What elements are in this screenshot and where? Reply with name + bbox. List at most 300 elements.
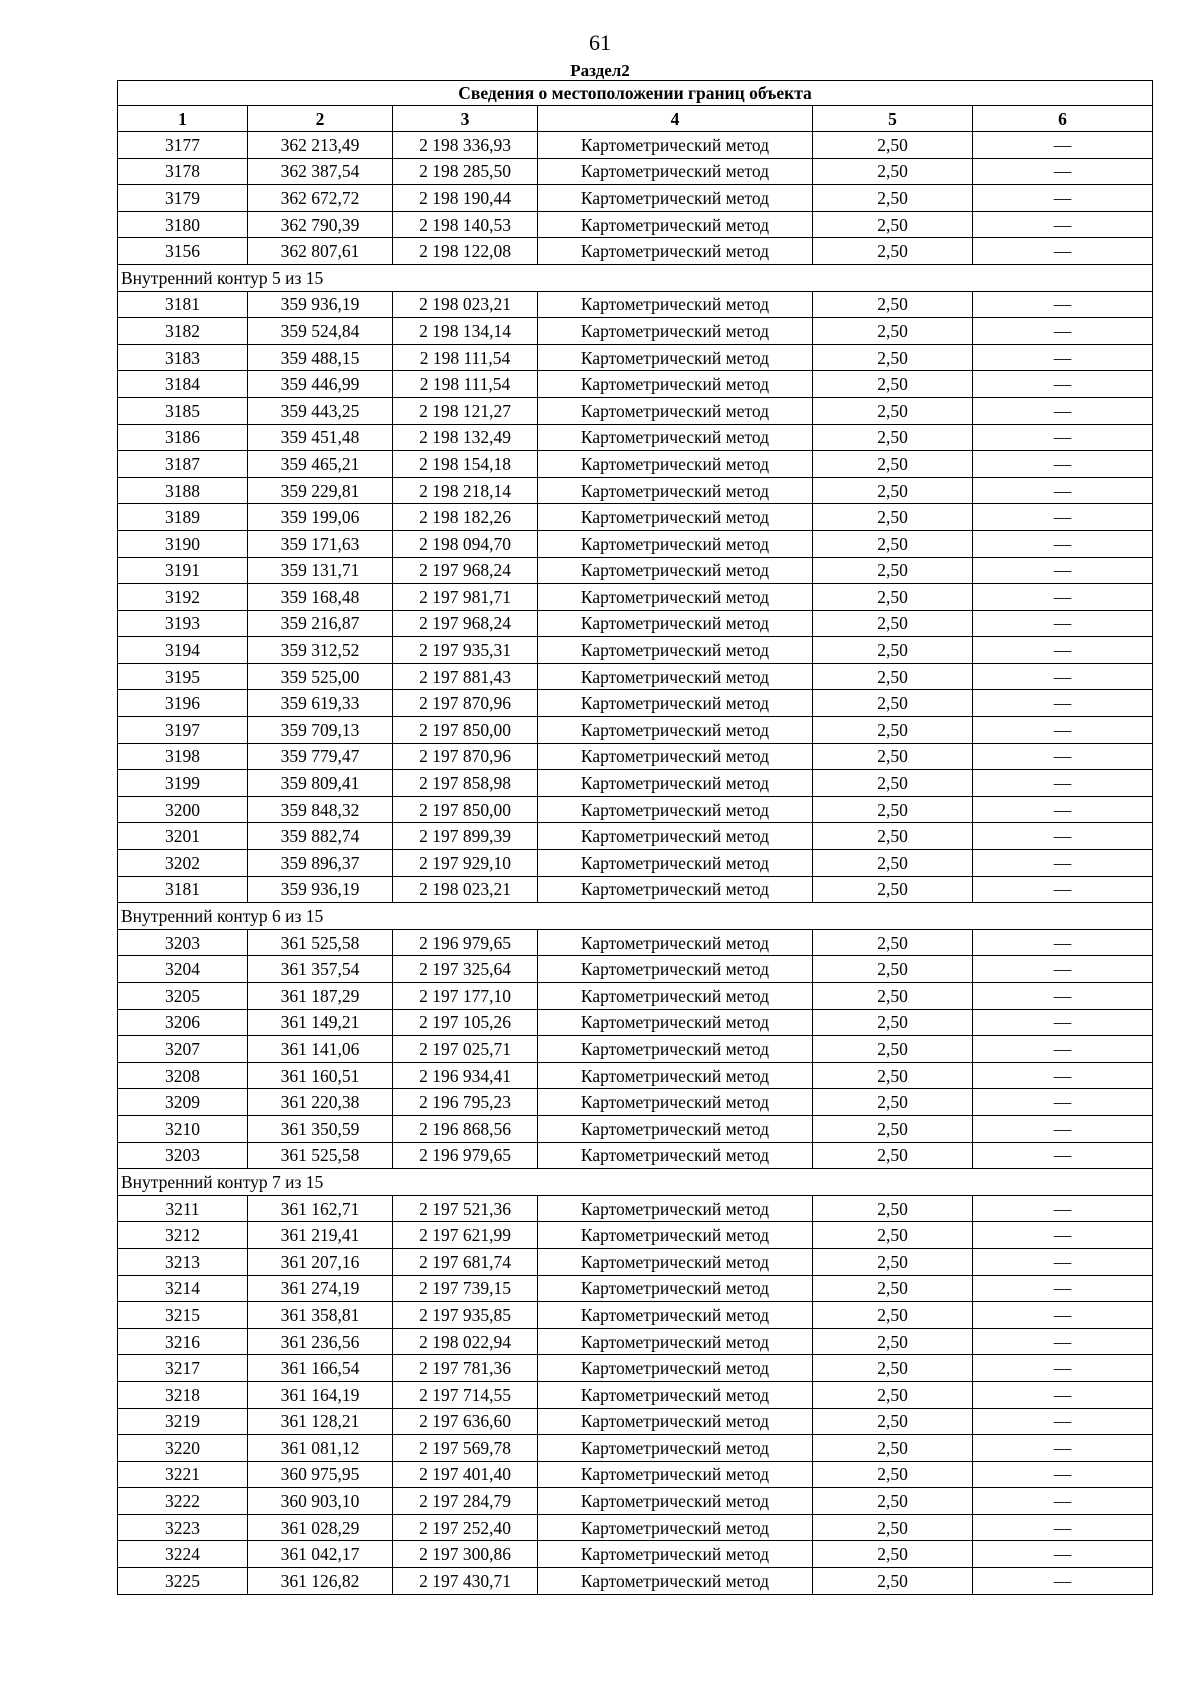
x-coordinate-cell: 359 936,19 xyxy=(248,291,393,318)
y-coordinate-cell: 2 198 336,93 xyxy=(393,132,538,159)
table-caption-row xyxy=(118,81,1153,106)
method-cell: Картометрический метод xyxy=(538,1248,813,1275)
description-cell: — xyxy=(973,1328,1153,1355)
table-row xyxy=(118,1355,1153,1382)
method-cell: Картометрический метод xyxy=(538,1514,813,1541)
y-coordinate-cell: 2 196 868,56 xyxy=(393,1115,538,1142)
y-coordinate-cell: 2 198 154,18 xyxy=(393,451,538,478)
table-row xyxy=(118,318,1153,345)
accuracy-cell: 2,50 xyxy=(813,1435,973,1462)
column-number: 5 xyxy=(813,106,973,132)
description-cell: — xyxy=(973,956,1153,983)
accuracy-cell: 2,50 xyxy=(813,690,973,717)
accuracy-cell: 2,50 xyxy=(813,663,973,690)
table-row xyxy=(118,929,1153,956)
description-cell: — xyxy=(973,158,1153,185)
point-number-cell: 3224 xyxy=(118,1541,248,1568)
table-row xyxy=(118,1541,1153,1568)
point-number-cell: 3182 xyxy=(118,318,248,345)
table-row xyxy=(118,823,1153,850)
y-coordinate-cell: 2 197 636,60 xyxy=(393,1408,538,1435)
point-number-cell: 3216 xyxy=(118,1328,248,1355)
accuracy-cell: 2,50 xyxy=(813,158,973,185)
y-coordinate-cell: 2 197 739,15 xyxy=(393,1275,538,1302)
method-cell: Картометрический метод xyxy=(538,530,813,557)
table-row xyxy=(118,1568,1153,1595)
y-coordinate-cell: 2 198 132,49 xyxy=(393,424,538,451)
accuracy-cell: 2,50 xyxy=(813,185,973,212)
description-cell: — xyxy=(973,1461,1153,1488)
description-cell: — xyxy=(973,1142,1153,1169)
y-coordinate-cell: 2 197 621,99 xyxy=(393,1222,538,1249)
method-cell: Картометрический метод xyxy=(538,876,813,903)
table-row xyxy=(118,238,1153,265)
accuracy-cell: 2,50 xyxy=(813,770,973,797)
accuracy-cell: 2,50 xyxy=(813,1568,973,1595)
x-coordinate-cell: 362 807,61 xyxy=(248,238,393,265)
accuracy-cell: 2,50 xyxy=(813,1062,973,1089)
x-coordinate-cell: 359 848,32 xyxy=(248,796,393,823)
contour-group-label: Внутренний контур 6 из 15 xyxy=(118,903,1153,930)
point-number-cell: 3207 xyxy=(118,1036,248,1063)
x-coordinate-cell: 359 619,33 xyxy=(248,690,393,717)
description-cell: — xyxy=(973,238,1153,265)
y-coordinate-cell: 2 196 979,65 xyxy=(393,929,538,956)
accuracy-cell: 2,50 xyxy=(813,1355,973,1382)
method-cell: Картометрический метод xyxy=(538,1036,813,1063)
point-number-cell: 3197 xyxy=(118,717,248,744)
point-number-cell: 3223 xyxy=(118,1514,248,1541)
y-coordinate-cell: 2 197 850,00 xyxy=(393,796,538,823)
y-coordinate-cell: 2 196 795,23 xyxy=(393,1089,538,1116)
x-coordinate-cell: 361 042,17 xyxy=(248,1541,393,1568)
method-cell: Картометрический метод xyxy=(538,796,813,823)
table-row xyxy=(118,610,1153,637)
description-cell: — xyxy=(973,424,1153,451)
accuracy-cell: 2,50 xyxy=(813,1142,973,1169)
point-number-cell: 3203 xyxy=(118,929,248,956)
table-row xyxy=(118,1381,1153,1408)
accuracy-cell: 2,50 xyxy=(813,1009,973,1036)
table-row xyxy=(118,1009,1153,1036)
column-number: 1 xyxy=(118,106,248,132)
table-row xyxy=(118,1195,1153,1222)
method-cell: Картометрический метод xyxy=(538,397,813,424)
accuracy-cell: 2,50 xyxy=(813,929,973,956)
point-number-cell: 3194 xyxy=(118,637,248,664)
x-coordinate-cell: 361 187,29 xyxy=(248,983,393,1010)
table-row xyxy=(118,637,1153,664)
method-cell: Картометрический метод xyxy=(538,743,813,770)
point-number-cell: 3180 xyxy=(118,211,248,238)
method-cell: Картометрический метод xyxy=(538,371,813,398)
point-number-cell: 3190 xyxy=(118,530,248,557)
accuracy-cell: 2,50 xyxy=(813,451,973,478)
point-number-cell: 3208 xyxy=(118,1062,248,1089)
y-coordinate-cell: 2 198 134,14 xyxy=(393,318,538,345)
method-cell: Картометрический метод xyxy=(538,132,813,159)
table-row xyxy=(118,690,1153,717)
y-coordinate-cell: 2 197 968,24 xyxy=(393,610,538,637)
point-number-cell: 3211 xyxy=(118,1195,248,1222)
accuracy-cell: 2,50 xyxy=(813,610,973,637)
table-row xyxy=(118,158,1153,185)
table-row xyxy=(118,663,1153,690)
point-number-cell: 3209 xyxy=(118,1089,248,1116)
accuracy-cell: 2,50 xyxy=(813,477,973,504)
accuracy-cell: 2,50 xyxy=(813,1089,973,1116)
method-cell: Картометрический метод xyxy=(538,1115,813,1142)
point-number-cell: 3196 xyxy=(118,690,248,717)
method-cell: Картометрический метод xyxy=(538,1009,813,1036)
description-cell: — xyxy=(973,1381,1153,1408)
table-row xyxy=(118,424,1153,451)
accuracy-cell: 2,50 xyxy=(813,1461,973,1488)
table-row xyxy=(118,477,1153,504)
x-coordinate-cell: 359 779,47 xyxy=(248,743,393,770)
y-coordinate-cell: 2 197 714,55 xyxy=(393,1381,538,1408)
method-cell: Картометрический метод xyxy=(538,557,813,584)
x-coordinate-cell: 361 141,06 xyxy=(248,1036,393,1063)
description-cell: — xyxy=(973,1541,1153,1568)
y-coordinate-cell: 2 198 111,54 xyxy=(393,344,538,371)
page-number: 61 xyxy=(589,30,611,55)
point-number-cell: 3187 xyxy=(118,451,248,478)
description-cell: — xyxy=(973,717,1153,744)
accuracy-cell: 2,50 xyxy=(813,1222,973,1249)
x-coordinate-cell: 361 126,82 xyxy=(248,1568,393,1595)
y-coordinate-cell: 2 197 981,71 xyxy=(393,584,538,611)
point-number-cell: 3204 xyxy=(118,956,248,983)
method-cell: Картометрический метод xyxy=(538,1062,813,1089)
table-row xyxy=(118,743,1153,770)
point-number-cell: 3181 xyxy=(118,876,248,903)
x-coordinate-cell: 361 160,51 xyxy=(248,1062,393,1089)
point-number-cell: 3210 xyxy=(118,1115,248,1142)
x-coordinate-cell: 359 216,87 xyxy=(248,610,393,637)
description-cell: — xyxy=(973,1514,1153,1541)
description-cell: — xyxy=(973,1036,1153,1063)
description-cell: — xyxy=(973,1009,1153,1036)
method-cell: Картометрический метод xyxy=(538,1541,813,1568)
table-row xyxy=(118,557,1153,584)
table-row xyxy=(118,1435,1153,1462)
method-cell: Картометрический метод xyxy=(538,185,813,212)
method-cell: Картометрический метод xyxy=(538,1435,813,1462)
x-coordinate-cell: 360 975,95 xyxy=(248,1461,393,1488)
description-cell: — xyxy=(973,1115,1153,1142)
y-coordinate-cell: 2 198 218,14 xyxy=(393,477,538,504)
y-coordinate-cell: 2 198 140,53 xyxy=(393,211,538,238)
method-cell: Картометрический метод xyxy=(538,211,813,238)
y-coordinate-cell: 2 198 122,08 xyxy=(393,238,538,265)
x-coordinate-cell: 362 672,72 xyxy=(248,185,393,212)
point-number-cell: 3189 xyxy=(118,504,248,531)
point-number-cell: 3218 xyxy=(118,1381,248,1408)
method-cell: Картометрический метод xyxy=(538,238,813,265)
description-cell: — xyxy=(973,770,1153,797)
table-row xyxy=(118,344,1153,371)
description-cell: — xyxy=(973,584,1153,611)
description-cell: — xyxy=(973,637,1153,664)
table-row xyxy=(118,451,1153,478)
column-number: 2 xyxy=(248,106,393,132)
method-cell: Картометрический метод xyxy=(538,610,813,637)
y-coordinate-cell: 2 197 881,43 xyxy=(393,663,538,690)
x-coordinate-cell: 359 446,99 xyxy=(248,371,393,398)
accuracy-cell: 2,50 xyxy=(813,530,973,557)
method-cell: Картометрический метод xyxy=(538,344,813,371)
point-number-cell: 3181 xyxy=(118,291,248,318)
method-cell: Картометрический метод xyxy=(538,1089,813,1116)
accuracy-cell: 2,50 xyxy=(813,1248,973,1275)
description-cell: — xyxy=(973,1408,1153,1435)
y-coordinate-cell: 2 197 935,31 xyxy=(393,637,538,664)
y-coordinate-cell: 2 197 899,39 xyxy=(393,823,538,850)
y-coordinate-cell: 2 197 252,40 xyxy=(393,1514,538,1541)
point-number-cell: 3206 xyxy=(118,1009,248,1036)
y-coordinate-cell: 2 197 430,71 xyxy=(393,1568,538,1595)
point-number-cell: 3195 xyxy=(118,663,248,690)
description-cell: — xyxy=(973,397,1153,424)
table-row xyxy=(118,530,1153,557)
description-cell: — xyxy=(973,504,1153,531)
description-cell: — xyxy=(973,1089,1153,1116)
method-cell: Картометрический метод xyxy=(538,1222,813,1249)
y-coordinate-cell: 2 198 285,50 xyxy=(393,158,538,185)
x-coordinate-cell: 362 213,49 xyxy=(248,132,393,159)
table-row xyxy=(118,796,1153,823)
accuracy-cell: 2,50 xyxy=(813,743,973,770)
y-coordinate-cell: 2 197 325,64 xyxy=(393,956,538,983)
method-cell: Картометрический метод xyxy=(538,477,813,504)
column-number: 3 xyxy=(393,106,538,132)
column-number-row xyxy=(118,106,1153,132)
x-coordinate-cell: 361 525,58 xyxy=(248,1142,393,1169)
accuracy-cell: 2,50 xyxy=(813,1275,973,1302)
point-number-cell: 3225 xyxy=(118,1568,248,1595)
description-cell: — xyxy=(973,1355,1153,1382)
accuracy-cell: 2,50 xyxy=(813,132,973,159)
x-coordinate-cell: 359 443,25 xyxy=(248,397,393,424)
method-cell: Картометрический метод xyxy=(538,1568,813,1595)
x-coordinate-cell: 361 358,81 xyxy=(248,1302,393,1329)
accuracy-cell: 2,50 xyxy=(813,1408,973,1435)
accuracy-cell: 2,50 xyxy=(813,371,973,398)
point-number-cell: 3178 xyxy=(118,158,248,185)
accuracy-cell: 2,50 xyxy=(813,850,973,877)
y-coordinate-cell: 2 196 934,41 xyxy=(393,1062,538,1089)
contour-group-label: Внутренний контур 5 из 15 xyxy=(118,264,1153,291)
x-coordinate-cell: 359 171,63 xyxy=(248,530,393,557)
description-cell: — xyxy=(973,291,1153,318)
x-coordinate-cell: 361 207,16 xyxy=(248,1248,393,1275)
point-number-cell: 3220 xyxy=(118,1435,248,1462)
x-coordinate-cell: 359 809,41 xyxy=(248,770,393,797)
y-coordinate-cell: 2 197 177,10 xyxy=(393,983,538,1010)
point-number-cell: 3192 xyxy=(118,584,248,611)
x-coordinate-cell: 361 164,19 xyxy=(248,1381,393,1408)
table-row xyxy=(118,717,1153,744)
point-number-cell: 3205 xyxy=(118,983,248,1010)
description-cell: — xyxy=(973,530,1153,557)
x-coordinate-cell: 359 451,48 xyxy=(248,424,393,451)
method-cell: Картометрический метод xyxy=(538,158,813,185)
point-number-cell: 3213 xyxy=(118,1248,248,1275)
method-cell: Картометрический метод xyxy=(538,663,813,690)
y-coordinate-cell: 2 197 870,96 xyxy=(393,743,538,770)
y-coordinate-cell: 2 198 182,26 xyxy=(393,504,538,531)
x-coordinate-cell: 361 525,58 xyxy=(248,929,393,956)
y-coordinate-cell: 2 197 929,10 xyxy=(393,850,538,877)
description-cell: — xyxy=(973,1488,1153,1515)
method-cell: Картометрический метод xyxy=(538,1381,813,1408)
point-number-cell: 3185 xyxy=(118,397,248,424)
description-cell: — xyxy=(973,1302,1153,1329)
y-coordinate-cell: 2 197 521,36 xyxy=(393,1195,538,1222)
x-coordinate-cell: 359 168,48 xyxy=(248,584,393,611)
point-number-cell: 3215 xyxy=(118,1302,248,1329)
table-row xyxy=(118,1222,1153,1249)
y-coordinate-cell: 2 197 284,79 xyxy=(393,1488,538,1515)
accuracy-cell: 2,50 xyxy=(813,796,973,823)
point-number-cell: 3186 xyxy=(118,424,248,451)
accuracy-cell: 2,50 xyxy=(813,1036,973,1063)
point-number-cell: 3156 xyxy=(118,238,248,265)
x-coordinate-cell: 361 166,54 xyxy=(248,1355,393,1382)
table-row xyxy=(118,1328,1153,1355)
description-cell: — xyxy=(973,1222,1153,1249)
description-cell: — xyxy=(973,451,1153,478)
point-number-cell: 3191 xyxy=(118,557,248,584)
y-coordinate-cell: 2 197 870,96 xyxy=(393,690,538,717)
accuracy-cell: 2,50 xyxy=(813,983,973,1010)
method-cell: Картометрический метод xyxy=(538,584,813,611)
accuracy-cell: 2,50 xyxy=(813,1302,973,1329)
y-coordinate-cell: 2 197 569,78 xyxy=(393,1435,538,1462)
method-cell: Картометрический метод xyxy=(538,637,813,664)
point-number-cell: 3193 xyxy=(118,610,248,637)
x-coordinate-cell: 361 149,21 xyxy=(248,1009,393,1036)
table-row xyxy=(118,1036,1153,1063)
column-number: 4 xyxy=(538,106,813,132)
table-row xyxy=(118,211,1153,238)
table-row xyxy=(118,371,1153,398)
table-row xyxy=(118,1089,1153,1116)
description-cell: — xyxy=(973,371,1153,398)
description-cell: — xyxy=(973,344,1153,371)
contour-group-row xyxy=(118,264,1153,291)
accuracy-cell: 2,50 xyxy=(813,1195,973,1222)
table-row xyxy=(118,291,1153,318)
accuracy-cell: 2,50 xyxy=(813,291,973,318)
boundary-coordinates-table xyxy=(117,80,1153,1595)
method-cell: Картометрический метод xyxy=(538,1195,813,1222)
method-cell: Картометрический метод xyxy=(538,929,813,956)
point-number-cell: 3198 xyxy=(118,743,248,770)
x-coordinate-cell: 361 128,21 xyxy=(248,1408,393,1435)
point-number-cell: 3222 xyxy=(118,1488,248,1515)
accuracy-cell: 2,50 xyxy=(813,584,973,611)
method-cell: Картометрический метод xyxy=(538,850,813,877)
accuracy-cell: 2,50 xyxy=(813,1328,973,1355)
description-cell: — xyxy=(973,796,1153,823)
table-row xyxy=(118,956,1153,983)
x-coordinate-cell: 361 220,38 xyxy=(248,1089,393,1116)
x-coordinate-cell: 361 219,41 xyxy=(248,1222,393,1249)
method-cell: Картометрический метод xyxy=(538,1488,813,1515)
description-cell: — xyxy=(973,1275,1153,1302)
accuracy-cell: 2,50 xyxy=(813,211,973,238)
table-body xyxy=(118,132,1153,1595)
y-coordinate-cell: 2 198 121,27 xyxy=(393,397,538,424)
table-row xyxy=(118,1062,1153,1089)
table-row xyxy=(118,1115,1153,1142)
x-coordinate-cell: 362 387,54 xyxy=(248,158,393,185)
method-cell: Картометрический метод xyxy=(538,1461,813,1488)
description-cell: — xyxy=(973,823,1153,850)
table-row xyxy=(118,1461,1153,1488)
accuracy-cell: 2,50 xyxy=(813,424,973,451)
accuracy-cell: 2,50 xyxy=(813,1488,973,1515)
description-cell: — xyxy=(973,983,1153,1010)
method-cell: Картометрический метод xyxy=(538,1328,813,1355)
point-number-cell: 3188 xyxy=(118,477,248,504)
method-cell: Картометрический метод xyxy=(538,770,813,797)
point-number-cell: 3202 xyxy=(118,850,248,877)
y-coordinate-cell: 2 197 968,24 xyxy=(393,557,538,584)
x-coordinate-cell: 362 790,39 xyxy=(248,211,393,238)
x-coordinate-cell: 359 524,84 xyxy=(248,318,393,345)
table-row xyxy=(118,1275,1153,1302)
x-coordinate-cell: 359 312,52 xyxy=(248,637,393,664)
y-coordinate-cell: 2 198 190,44 xyxy=(393,185,538,212)
method-cell: Картометрический метод xyxy=(538,1408,813,1435)
method-cell: Картометрический метод xyxy=(538,451,813,478)
description-cell: — xyxy=(973,876,1153,903)
column-number: 6 xyxy=(973,106,1153,132)
accuracy-cell: 2,50 xyxy=(813,504,973,531)
accuracy-cell: 2,50 xyxy=(813,318,973,345)
x-coordinate-cell: 361 028,29 xyxy=(248,1514,393,1541)
method-cell: Картометрический метод xyxy=(538,291,813,318)
description-cell: — xyxy=(973,318,1153,345)
y-coordinate-cell: 2 197 935,85 xyxy=(393,1302,538,1329)
accuracy-cell: 2,50 xyxy=(813,1381,973,1408)
description-cell: — xyxy=(973,1435,1153,1462)
description-cell: — xyxy=(973,557,1153,584)
description-cell: — xyxy=(973,185,1153,212)
point-number-cell: 3183 xyxy=(118,344,248,371)
description-cell: — xyxy=(973,929,1153,956)
y-coordinate-cell: 2 197 105,26 xyxy=(393,1009,538,1036)
table-row xyxy=(118,1142,1153,1169)
x-coordinate-cell: 361 274,19 xyxy=(248,1275,393,1302)
point-number-cell: 3203 xyxy=(118,1142,248,1169)
description-cell: — xyxy=(973,1062,1153,1089)
y-coordinate-cell: 2 198 111,54 xyxy=(393,371,538,398)
method-cell: Картометрический метод xyxy=(538,504,813,531)
description-cell: — xyxy=(973,743,1153,770)
table-row xyxy=(118,1488,1153,1515)
x-coordinate-cell: 361 236,56 xyxy=(248,1328,393,1355)
y-coordinate-cell: 2 198 022,94 xyxy=(393,1328,538,1355)
accuracy-cell: 2,50 xyxy=(813,1115,973,1142)
description-cell: — xyxy=(973,132,1153,159)
x-coordinate-cell: 361 350,59 xyxy=(248,1115,393,1142)
table-row xyxy=(118,1248,1153,1275)
point-number-cell: 3179 xyxy=(118,185,248,212)
